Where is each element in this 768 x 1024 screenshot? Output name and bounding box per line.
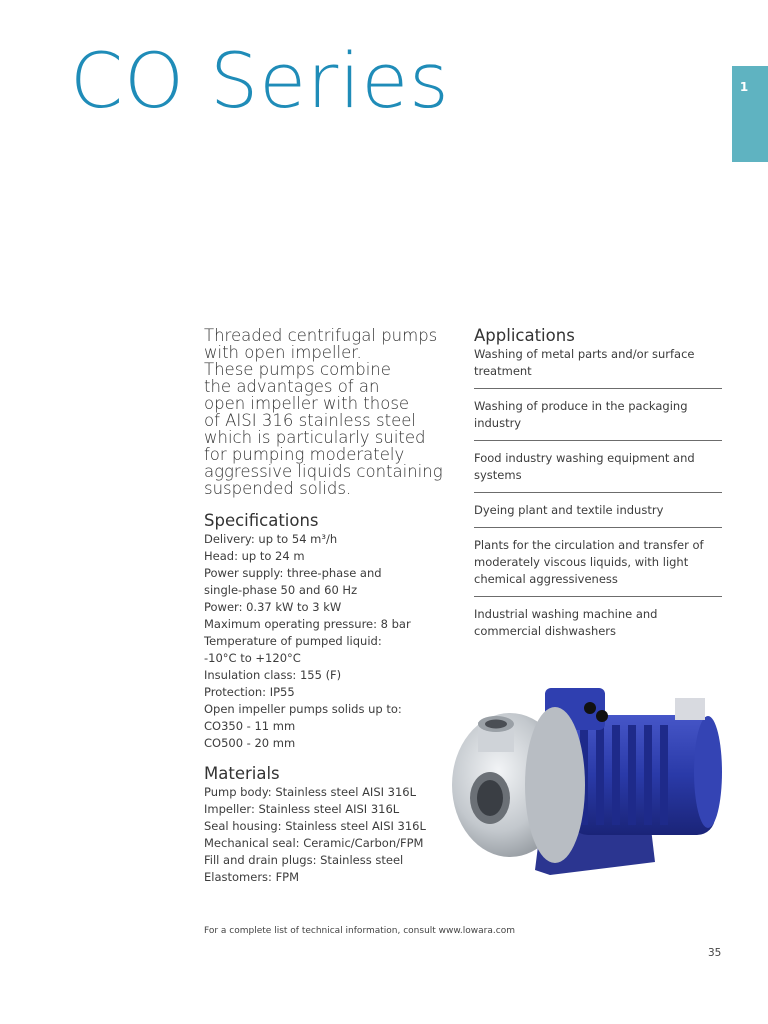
application-item: Plants for the circulation and transfer of moderately viscous liquids, with light chemical aggressiveness <box>474 537 722 597</box>
page-number: 35 <box>708 947 722 959</box>
specifications-heading: Specifications <box>204 511 319 530</box>
application-item: Washing of metal parts and/or surface treatment <box>474 346 722 389</box>
materials-heading: Materials <box>204 764 280 783</box>
left-column <box>204 327 456 886</box>
application-item: Washing of produce in the packaging industry <box>474 398 722 441</box>
spec-item: CO350 - 11 mm <box>204 719 296 733</box>
spec-item: Delivery: up to 54 m³/h <box>204 532 338 546</box>
spec-item: Power supply: three-phase and <box>204 566 382 580</box>
application-item: Food industry washing equipment and systems <box>474 450 722 493</box>
applications-heading: Applications <box>474 326 575 345</box>
materials-list <box>204 784 456 886</box>
intro-line: suspended solids. <box>204 479 352 498</box>
spec-item: Insulation class: 155 (F) <box>204 668 342 682</box>
material-item: Mechanical seal: Ceramic/Carbon/FPM <box>204 836 424 850</box>
material-item: Seal housing: Stainless steel AISI 316L <box>204 819 426 833</box>
spec-item: Open impeller pumps solids up to: <box>204 702 402 716</box>
intro-paragraph <box>204 327 456 497</box>
intro-line: with open impeller. <box>204 343 362 362</box>
material-item: Fill and drain plugs: Stainless steel <box>204 853 404 867</box>
material-item: Pump body: Stainless steel AISI 316L <box>204 785 417 799</box>
section-tab <box>732 66 768 162</box>
spec-item: Protection: IP55 <box>204 685 295 699</box>
spec-item: single-phase 50 and 60 Hz <box>204 583 358 597</box>
intro-line: aggressive liquids containing <box>204 462 443 481</box>
spec-item: Head: up to 24 m <box>204 549 305 563</box>
spec-item: CO500 - 20 mm <box>204 736 296 750</box>
application-item: Industrial washing machine and commercial dishwashers <box>474 607 658 638</box>
pump-volute <box>452 707 585 863</box>
intro-line: the advantages of an <box>204 377 380 396</box>
pump-image <box>450 680 730 885</box>
intro-line: which is particularly suited <box>204 428 426 447</box>
intro-line: of AISI 316 stainless steel <box>204 411 416 430</box>
spec-item: Power: 0.37 kW to 3 kW <box>204 600 342 614</box>
right-column <box>474 326 722 657</box>
intro-line: Threaded centrifugal pumps <box>204 326 438 345</box>
material-item: Elastomers: FPM <box>204 870 300 884</box>
spec-item: Maximum operating pressure: 8 bar <box>204 617 411 631</box>
spec-item: -10°C to +120°C <box>204 651 301 665</box>
footer-note: For a complete list of technical information, consult www.lowara.com <box>204 926 515 936</box>
applications-list <box>474 346 722 648</box>
section-tab-number: 1 <box>739 80 749 94</box>
intro-line: open impeller with those <box>204 394 410 413</box>
intro-line: These pumps combine <box>204 360 391 379</box>
intro-line: for pumping moderately <box>204 445 405 464</box>
spec-item: Temperature of pumped liquid: <box>204 634 382 648</box>
application-item: Dyeing plant and textile industry <box>474 502 722 528</box>
page-title: CO Series <box>70 36 450 125</box>
specifications-list <box>204 531 456 752</box>
material-item: Impeller: Stainless steel AISI 316L <box>204 802 400 816</box>
